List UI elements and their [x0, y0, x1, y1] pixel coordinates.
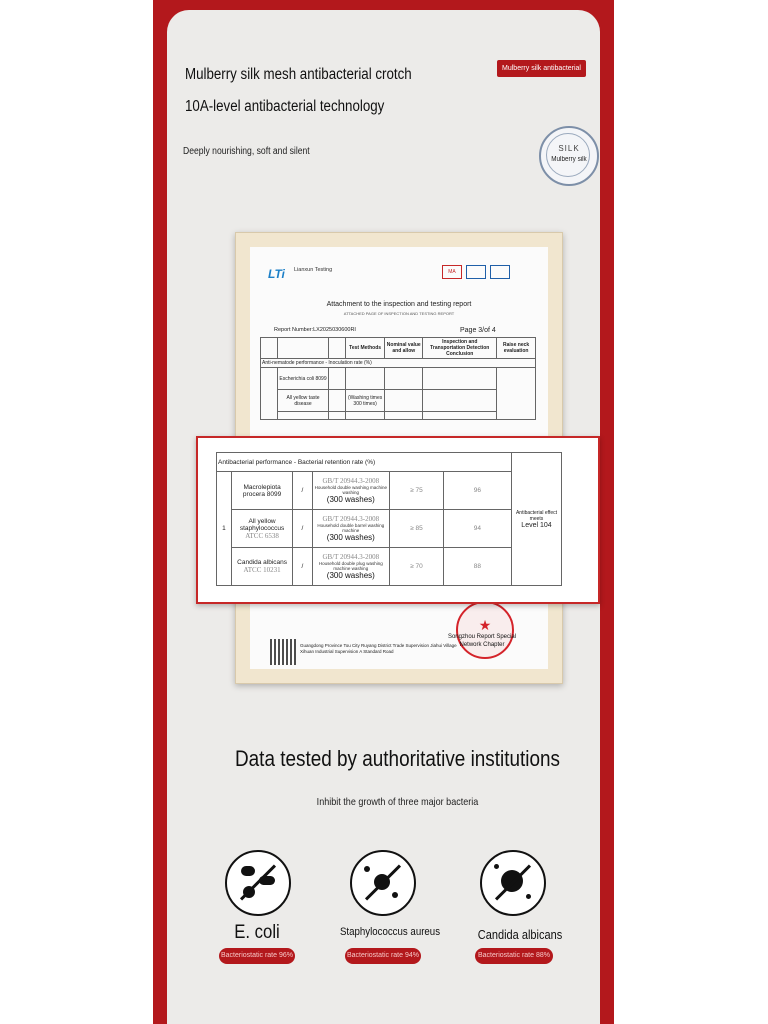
report-row: Escherichia coli 8099 — [278, 368, 329, 390]
page-indicator: Page 3/of 4 — [460, 327, 496, 334]
result-section: Antibacterial performance - Bacterial retention rate (%) — [217, 453, 512, 472]
col-raise: Raise neck evaluation — [497, 338, 536, 359]
qr-code-icon — [270, 639, 296, 665]
result-row-name: All yellow staphylococcus ATCC 6538 — [231, 510, 292, 548]
rate-badge: Bacteriostatic rate 96% — [219, 948, 295, 964]
headline: Mulberry silk mesh antibacterial crotch — [185, 66, 412, 83]
result-nominal: / — [293, 548, 312, 586]
result-value: 88 — [443, 548, 511, 586]
col-conclusion: Inspection and Transportation Detection Conclusion — [423, 338, 497, 359]
virus-prohibited-icon — [350, 850, 416, 916]
result-row-name: Macrolepiota procera 8099 — [231, 472, 292, 510]
silk-seal-icon — [539, 126, 599, 186]
result-value: 94 — [443, 510, 511, 548]
result-table — [216, 452, 562, 586]
result-requirement: ≥ 75 — [390, 472, 444, 510]
poster — [153, 0, 614, 1024]
report-row: All yellow taste disease — [278, 390, 329, 412]
section-subheading: Inhibit the growth of three major bacteria — [316, 796, 479, 808]
report-section: Anti-nematode performance - Inoculation rate (%) — [261, 359, 536, 368]
result-method: GB/T 20944.3-2008 Household double barrel washing machine (300 washes) — [312, 510, 390, 548]
cnas-mark-icon — [490, 265, 510, 279]
cma-mark-icon: MA — [442, 265, 462, 279]
result-value: 96 — [443, 472, 511, 510]
evaluation-cell: Antibacterial effect meets Level 104 — [511, 453, 561, 586]
content-panel — [167, 10, 600, 1024]
bacteria-name-staph: Staphylococcus aureus — [339, 926, 441, 938]
category-badge: Mulberry silk antibacterial — [497, 60, 586, 77]
bacteria-prohibited-icon — [225, 850, 291, 916]
result-nominal: / — [293, 472, 312, 510]
section-heading: Data tested by authoritative institutions — [235, 746, 560, 771]
certification-marks — [442, 265, 510, 279]
official-stamp-icon: ★ — [456, 601, 514, 659]
result-requirement: ≥ 85 — [390, 510, 444, 548]
result-nominal: / — [293, 510, 312, 548]
result-method: GB/T 20944.3-2008 Household double washing machine washing (300 washes) — [312, 472, 390, 510]
report-table — [260, 337, 536, 420]
result-method: GB/T 20944.3-2008 Household double plug washing machine washing (300 washes) — [312, 548, 390, 586]
col-method: Test Methods — [346, 338, 385, 359]
result-requirement: ≥ 70 — [390, 548, 444, 586]
zoomed-result-table — [196, 436, 600, 604]
subheadline: 10A-level antibacterial technology — [185, 98, 385, 115]
report-number: Report Number:LX2025030600RI — [274, 327, 356, 333]
ilac-mark-icon — [466, 265, 486, 279]
rate-badge: Bacteriostatic rate 88% — [475, 948, 553, 964]
bacteria-name-ecoli: E. coli — [234, 922, 280, 943]
bacteria-name-candida: Candida albicans — [477, 928, 563, 942]
report-washing: (Washing times 300 times) — [346, 390, 385, 412]
report-subtitle: ATTACHED PAGE OF INSPECTION AND TESTING REPORT — [343, 311, 455, 316]
seal-subtext: Mulberry silk — [551, 156, 587, 163]
fungus-prohibited-icon — [480, 850, 546, 916]
group-number: 1 — [217, 472, 232, 586]
col-nominal: Nominal value and allow — [385, 338, 423, 359]
lab-name: Lianxun Testing — [294, 267, 333, 273]
lab-logo: LTi — [268, 267, 285, 281]
stamp-caption: Songzhou Report Special Network Chapter — [447, 634, 517, 648]
tagline: Deeply nourishing, soft and silent — [183, 146, 310, 157]
lab-address: Guangdong Province Tou City Ruyang District Trade Supervision Jiahui Village Xihuan Industrial Supervision A Standard Road — [300, 643, 457, 654]
rate-badge: Bacteriostatic rate 94% — [345, 948, 421, 964]
result-row-name: Candida albicans ATCC 10231 — [231, 548, 292, 586]
seal-text: SILK — [558, 144, 580, 153]
report-title: Attachment to the inspection and testing report — [326, 301, 472, 308]
